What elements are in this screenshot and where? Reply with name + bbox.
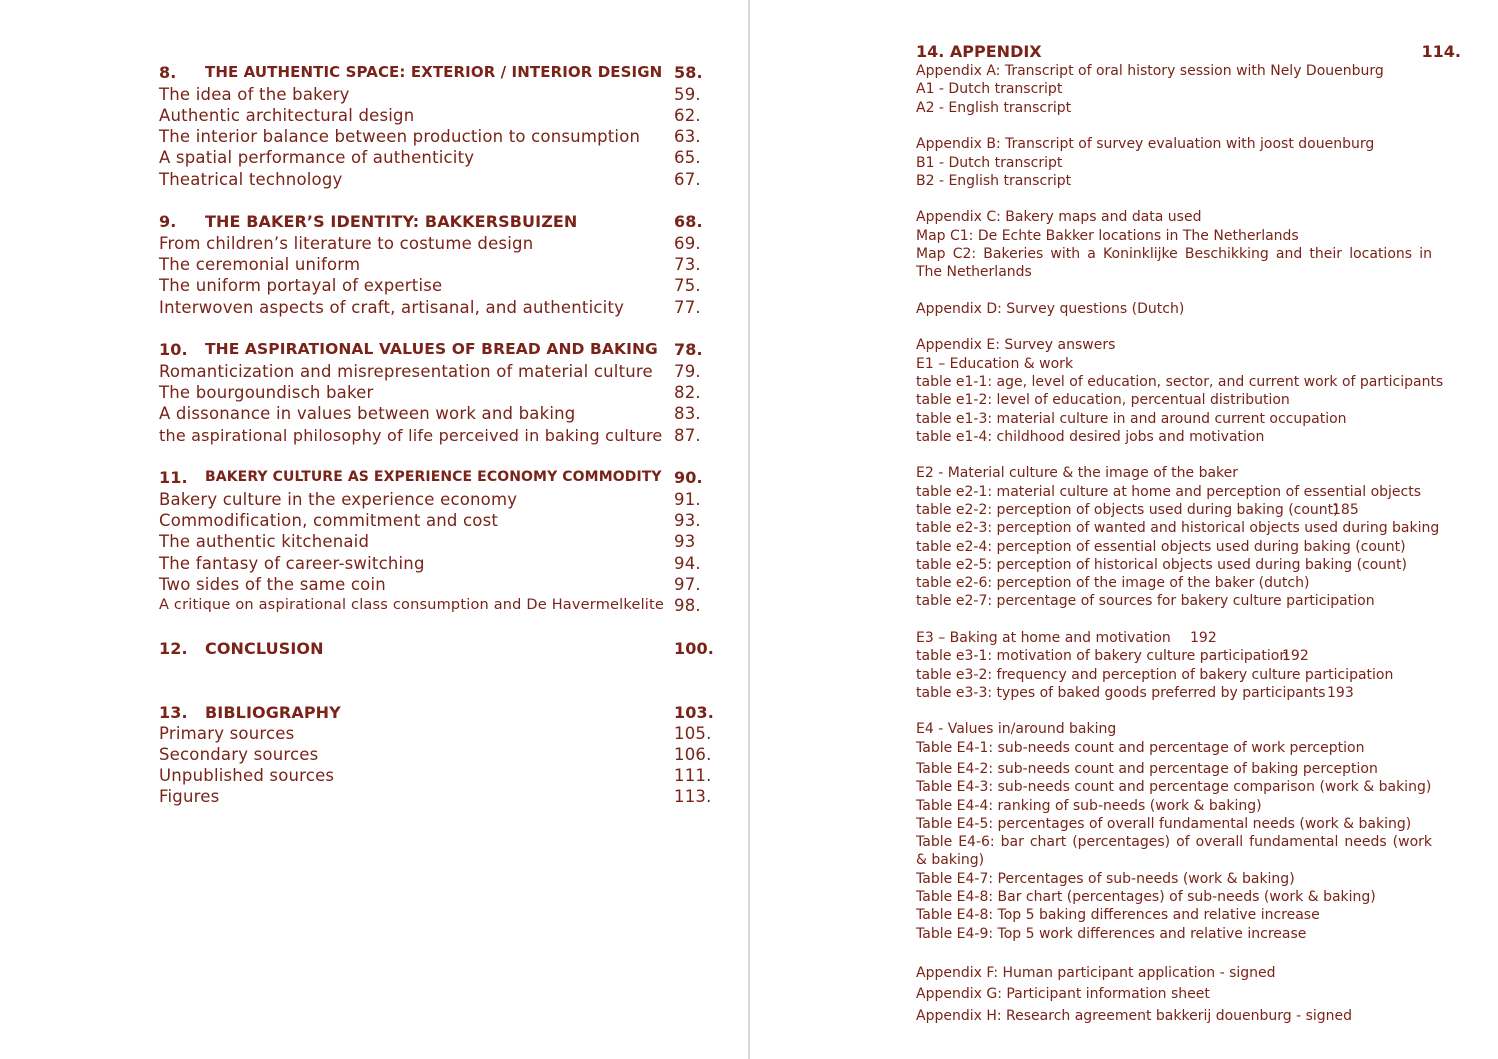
toc-entry (159, 595, 704, 616)
entry-title: Interwoven aspects of craft, artisanal, and authenticity (159, 298, 625, 317)
entry-title: A critique on aspirational class consumption and De Havermelkelite (159, 597, 665, 613)
entry-title: Unpublished sources (159, 766, 335, 785)
section-title: BIBLIOGRAPHY (205, 703, 341, 722)
toc-entry (159, 574, 704, 595)
appendix-heading-title: 14. APPENDIX (916, 42, 1042, 61)
toc-entry (159, 786, 712, 807)
appendix-line: table e2-5: perception of historical objects used during baking (count) (916, 557, 1407, 573)
toc-section-9-heading (159, 211, 704, 232)
entry-page: 91. (674, 490, 701, 509)
entry-title: Authentic architectural design (159, 106, 415, 125)
entry-title: From children’s literature to costume design (159, 234, 534, 253)
toc-section-13-heading (159, 702, 714, 723)
entry-title: The idea of the bakery (159, 85, 350, 104)
entry-title: Two sides of the same coin (159, 575, 386, 594)
entry-page: 113. (674, 787, 712, 806)
entry-page: 73. (674, 255, 701, 274)
appendix-line: Appendix G: Participant information sheet (916, 986, 1210, 1002)
appendix-line-page: 193 (1327, 685, 1354, 701)
appendix-line: Table E4-3: sub-needs count and percentage comparison (work & baking) (916, 779, 1432, 795)
toc-entry (159, 744, 712, 765)
appendix-line: Map C2: Bakeries with a Koninklijke Beschikking and their locations in The Netherlands (916, 246, 1432, 280)
appendix-line: Appendix B: Transcript of survey evaluation with joost douenburg (916, 136, 1375, 152)
entry-page: 93. (674, 511, 701, 530)
toc-entry (159, 765, 712, 786)
section-number: 12. (159, 639, 188, 658)
toc-entry (159, 147, 704, 168)
entry-page: 83. (674, 404, 701, 423)
toc-entry (159, 105, 704, 126)
appendix-line: Table E4-2: sub-needs count and percentage of baking perception (916, 761, 1378, 777)
entry-title: Bakery culture in the experience economy (159, 490, 518, 509)
toc-section-12-heading (159, 638, 714, 659)
entry-page: 106. (674, 745, 712, 764)
appendix-line: table e2-4: perception of essential objects used during baking (count) (916, 539, 1406, 555)
entry-page: 75. (674, 276, 701, 295)
entry-page: 98. (674, 596, 701, 615)
appendix-heading-page: 114. (1421, 42, 1461, 61)
entry-title: Commodification, commitment and cost (159, 511, 499, 530)
appendix-line (916, 629, 1446, 647)
book-spine (748, 0, 750, 1059)
toc-entry (159, 489, 704, 510)
entry-title: The bourgoundisch baker (159, 383, 374, 402)
entry-title: A dissonance in values between work and baking (159, 404, 576, 423)
section-title: BAKERY CULTURE AS EXPERIENCE ECONOMY COMMODITY (205, 469, 662, 485)
toc-section-11-heading (159, 467, 704, 488)
toc-entry (159, 361, 704, 382)
entry-title: The interior balance between production to consumption (159, 127, 641, 146)
entry-page: 87. (674, 426, 701, 445)
entry-page: 63. (674, 127, 701, 146)
section-number: 13. (159, 703, 188, 722)
appendix-line: Map C1: De Echte Bakker locations in The Netherlands (916, 228, 1299, 244)
appendix-line: Table E4-8: Top 5 baking differences and relative increase (916, 907, 1320, 923)
entry-title: Primary sources (159, 724, 295, 743)
section-number: 11. (159, 468, 188, 487)
section-number: 10. (159, 340, 188, 359)
toc-entry (159, 254, 704, 275)
appendix-line: E2 - Material culture & the image of the baker (916, 465, 1239, 481)
toc-entry (159, 403, 704, 424)
appendix-line-text: E3 – Baking at home and motivation (916, 630, 1171, 646)
appendix-line: Table E4-5: percentages of overall fundamental needs (work & baking) (916, 816, 1412, 832)
entry-title: Romanticization and misrepresentation of material culture (159, 362, 653, 381)
section-page: 100. (674, 639, 714, 658)
appendix-line-text: table e3-3: types of baked goods preferred by participants (916, 685, 1326, 701)
appendix-line: table e2-6: perception of the image of the baker (dutch) (916, 575, 1310, 591)
entry-title: the aspirational philosophy of life perceived in baking culture (159, 426, 663, 445)
appendix-line: table e1-3: material culture in and around current occupation (916, 411, 1347, 427)
section-title: THE ASPIRATIONAL VALUES OF BREAD AND BAKING (205, 340, 658, 358)
toc-section-8-heading (159, 62, 704, 83)
appendix-line: table e2-3: perception of wanted and historical objects used during baking (916, 520, 1440, 536)
entry-page: 77. (674, 298, 701, 317)
appendix-line: Appendix H: Research agreement bakkerij douenburg - signed (916, 1008, 1353, 1024)
appendix-line: Appendix F: Human participant application - signed (916, 965, 1276, 981)
toc-entry (159, 297, 704, 318)
appendix-line: table e1-1: age, level of education, sector, and current work of participants (916, 374, 1444, 390)
appendix-line (916, 501, 1446, 519)
appendix-line: table e1-4: childhood desired jobs and motivation (916, 429, 1265, 445)
entry-page: 65. (674, 148, 701, 167)
entry-page: 111. (674, 766, 712, 785)
toc-entry (159, 233, 704, 254)
toc-entry (159, 169, 704, 190)
appendix-line: Appendix A: Transcript of oral history session with Nely Douenburg (916, 63, 1384, 79)
entry-title: A spatial performance of authenticity (159, 148, 475, 167)
entry-page: 105. (674, 724, 712, 743)
entry-page: 59. (674, 85, 701, 104)
appendix-line: E4 - Values in/around baking (916, 721, 1117, 737)
toc-entry (159, 531, 704, 552)
toc-section-10-heading (159, 339, 704, 360)
appendix-line: Appendix C: Bakery maps and data used (916, 209, 1202, 225)
toc-entry (159, 553, 704, 574)
appendix-line: Table E4-7: Percentages of sub-needs (work & baking) (916, 871, 1295, 887)
appendix-line: E1 – Education & work (916, 356, 1074, 372)
appendix-line: A2 - English transcript (916, 100, 1072, 116)
appendix-line: table e2-1: material culture at home and perception of essential objects (916, 484, 1421, 500)
entry-page: 82. (674, 383, 701, 402)
toc-entry (159, 425, 704, 446)
section-number: 8. (159, 63, 177, 82)
appendix-line: Table E4-4: ranking of sub-needs (work & baking) (916, 798, 1262, 814)
appendix-line (916, 647, 1446, 665)
appendix-line: Table E4-8: Bar chart (percentages) of sub-needs (work & baking) (916, 889, 1376, 905)
appendix-line: table e1-2: level of education, percentual distribution (916, 392, 1290, 408)
entry-page: 62. (674, 106, 701, 125)
appendix-line-page: 185 (1332, 502, 1359, 518)
appendix-line-page: 192 (1282, 648, 1309, 664)
entry-title: The authentic kitchenaid (159, 532, 370, 551)
toc-entry (159, 275, 704, 296)
toc-entry (159, 126, 704, 147)
toc-entry (159, 723, 712, 744)
toc-entry (159, 510, 704, 531)
section-page: 68. (674, 212, 703, 231)
appendix-line: table e2-7: percentage of sources for bakery culture participation (916, 593, 1375, 609)
entry-page: 97. (674, 575, 701, 594)
toc-entry (159, 84, 704, 105)
entry-page: 69. (674, 234, 701, 253)
entry-page: 67. (674, 170, 701, 189)
appendix-line-page: 192 (1190, 630, 1217, 646)
appendix-line: Table E4-1: sub-needs count and percentage of work perception (916, 740, 1365, 756)
appendix-line: Table E4-9: Top 5 work differences and relative increase (916, 926, 1307, 942)
section-page: 78. (674, 340, 703, 359)
appendix-line: Table E4-6: bar chart (percentages) of overall fundamental needs (work & baking) (916, 834, 1432, 868)
entry-title: The fantasy of career-switching (159, 554, 425, 573)
section-title: THE BAKER’S IDENTITY: BAKKERSBUIZEN (205, 212, 578, 231)
section-page: 58. (674, 63, 703, 82)
appendix-line: Appendix E: Survey answers (916, 337, 1116, 353)
appendix-heading (916, 42, 1461, 62)
entry-page: 79. (674, 362, 701, 381)
appendix-line (916, 684, 1446, 702)
appendix-line: A1 - Dutch transcript (916, 81, 1063, 97)
section-title: CONCLUSION (205, 639, 324, 658)
entry-title: Theatrical technology (159, 170, 343, 189)
entry-title: The uniform portayal of expertise (159, 276, 443, 295)
entry-page: 94. (674, 554, 701, 573)
entry-title: Secondary sources (159, 745, 319, 764)
section-number: 9. (159, 212, 177, 231)
entry-title: The ceremonial uniform (159, 255, 361, 274)
toc-entry (159, 382, 704, 403)
appendix-line-text: table e2-2: perception of objects used during baking (count) (916, 502, 1339, 518)
appendix-line: table e3-2: frequency and perception of bakery culture participation (916, 667, 1394, 683)
appendix-line-text: table e3-1: motivation of bakery culture participation (916, 648, 1289, 664)
section-title: THE AUTHENTIC SPACE: EXTERIOR / INTERIOR DESIGN (205, 63, 663, 81)
entry-page: 93 (674, 532, 696, 551)
appendix-line: B2 - English transcript (916, 173, 1072, 189)
section-page: 103. (674, 703, 714, 722)
entry-title: Figures (159, 787, 220, 806)
appendix-line: B1 - Dutch transcript (916, 155, 1063, 171)
section-page: 90. (674, 468, 703, 487)
appendix-line: Appendix D: Survey questions (Dutch) (916, 301, 1185, 317)
